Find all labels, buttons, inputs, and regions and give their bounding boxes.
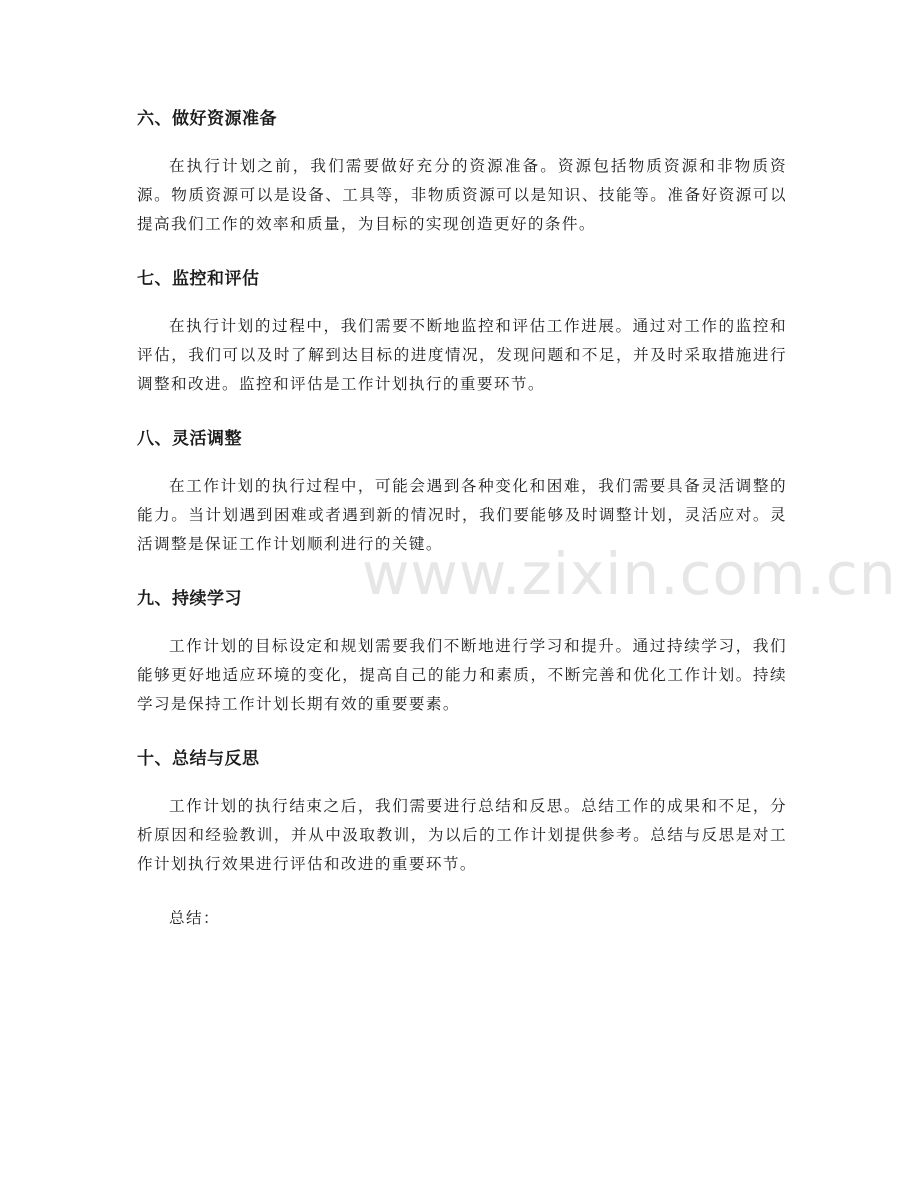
watermark: www.zixin.com.cn [362, 540, 897, 608]
section-paragraph: 在执行计划的过程中，我们需要不断地监控和评估工作进展。通过对工作的监控和评估，我们可以及时了解到达目标的进度情况，发现问题和不足，并及时采取措施进行调整和改进。监控和评估是工作计划执行的重要环节。 [137, 317, 787, 393]
section-paragraph: 在工作计划的执行过程中，可能会遇到各种变化和困难，我们需要具备灵活调整的能力。当计划遇到困难或者遇到新的情况时，我们要能够及时调整计划，灵活应对。灵活调整是保证工作计划顺利进行的关键。 [137, 477, 787, 553]
section-paragraph: 在执行计划之前，我们需要做好充分的资源准备。资源包括物质资源和非物质资源。物质资源可以是设备、工具等，非物质资源可以是知识、技能等。准备好资源可以提高我们工作的效率和质量，为目标的实现创造更好的条件。 [137, 157, 787, 233]
section-paragraph: 工作计划的目标设定和规划需要我们不断地进行学习和提升。通过持续学习，我们能够更好地适应环境的变化，提高自己的能力和素质，不断完善和优化工作计划。持续学习是保持工作计划长期有效的重要要素。 [137, 637, 787, 713]
summary-label: 总结： [169, 909, 220, 927]
section-resource-preparation [137, 104, 787, 239]
section-continuous-learning [137, 584, 787, 719]
section-title: 六、做好资源准备 [137, 109, 277, 129]
section-monitoring-evaluation [137, 264, 787, 399]
section-title: 九、持续学习 [137, 589, 242, 609]
section-title: 七、监控和评估 [137, 269, 260, 289]
section-title: 十、总结与反思 [137, 749, 260, 769]
section-flexible-adjustment [137, 424, 787, 559]
section-title: 八、灵活调整 [137, 429, 242, 449]
section-paragraph: 工作计划的执行结束之后，我们需要进行总结和反思。总结工作的成果和不足，分析原因和经验教训，并从中汲取教训，为以后的工作计划提供参考。总结与反思是对工作计划执行效果进行评估和改进的重要环节。 [137, 797, 787, 873]
section-summary-reflection [137, 744, 787, 879]
document-body [137, 104, 787, 933]
